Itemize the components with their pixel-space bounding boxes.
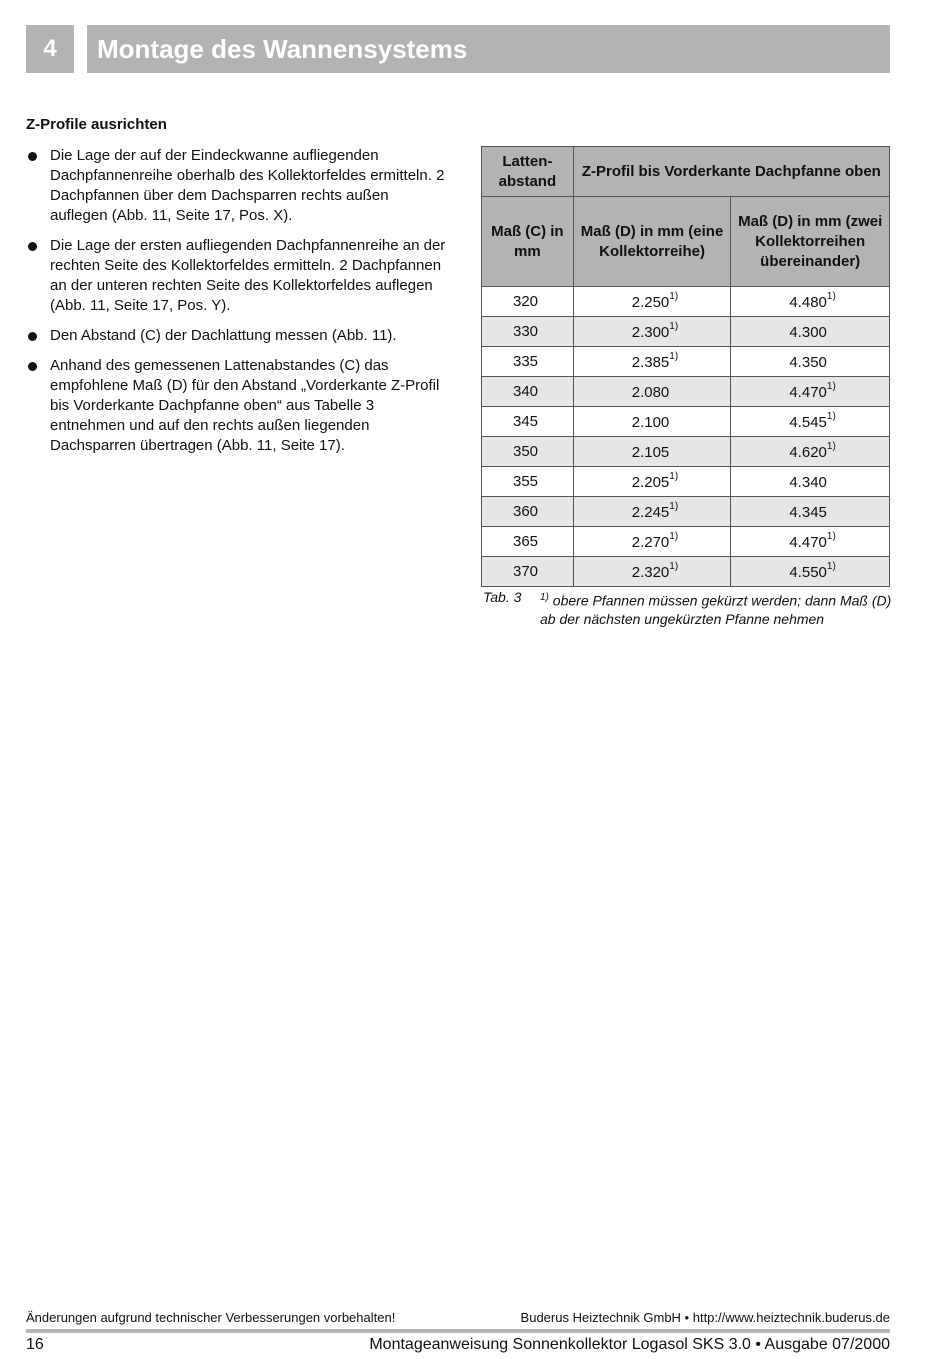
footnote-mark: 1) <box>669 470 679 482</box>
footnote-mark: 1) <box>826 560 836 572</box>
cell-value: 2.250 <box>631 293 670 311</box>
cell-value: 345 <box>513 413 539 430</box>
cell-value: 4.480 <box>789 293 827 311</box>
cell-value: 330 <box>513 323 539 340</box>
table-row <box>482 467 890 497</box>
footnote-text: obere Pfannen müssen gekürzt werden; dann Maß (D) ab der nächsten ungekürzten Pfanne nehmen <box>540 592 892 627</box>
list-item-text: Die Lage der ersten aufliegenden Dachpfannenreihe an der rechten Seite des Kollektorfeldes ermitteln. 2 Dachpfannen an der unteren rechten Seite des Kollektorfeldes auflegen (Abb. 11, Seite 17, Pos. Y). <box>50 237 446 314</box>
cell-mass-d1 <box>573 527 731 557</box>
table-row <box>482 527 890 557</box>
cell-mass-d2 <box>731 527 890 557</box>
cell-mass-d2 <box>731 497 890 527</box>
cell-value: 2.320 <box>631 563 670 581</box>
cell-value: 4.300 <box>789 323 827 341</box>
table-row <box>482 437 890 467</box>
list-item <box>26 356 446 456</box>
table-caption-text <box>540 589 895 628</box>
table-row <box>482 377 890 407</box>
chapter-title: Montage des Wannensystems <box>87 25 890 73</box>
table-body <box>482 287 890 587</box>
footnote-mark: 1) <box>826 440 836 452</box>
cell-mass-d1 <box>573 407 731 437</box>
cell-value: 4.350 <box>789 353 827 371</box>
cell-mass-c <box>482 377 574 407</box>
bullet-icon <box>28 362 37 371</box>
cell-value: 2.300 <box>631 323 670 341</box>
cell-mass-d1 <box>573 317 731 347</box>
cell-mass-d2 <box>731 437 890 467</box>
cell-value: 2.385 <box>631 353 670 371</box>
cell-value: 320 <box>513 293 539 310</box>
cell-mass-d2 <box>731 347 890 377</box>
cell-mass-c <box>482 467 574 497</box>
cell-mass-d2 <box>731 467 890 497</box>
cell-value: 365 <box>513 533 539 550</box>
list-item <box>26 326 446 346</box>
cell-value: 340 <box>513 383 539 400</box>
cell-value: 4.545 <box>789 413 827 431</box>
cell-value: 2.105 <box>631 443 670 461</box>
cell-mass-c <box>482 527 574 557</box>
cell-value: 2.205 <box>631 473 670 491</box>
section-heading: Z-Profile ausrichten <box>26 116 167 133</box>
chapter-number: 4 <box>26 25 74 73</box>
cell-mass-c <box>482 557 574 587</box>
footer-company: Buderus Heiztechnik GmbH • http://www.heiztechnik.buderus.de <box>520 1310 890 1325</box>
table-caption-label: Tab. 3 <box>483 589 522 605</box>
cell-mass-d1 <box>573 497 731 527</box>
cell-mass-c <box>482 437 574 467</box>
footnote-mark: 1) <box>826 380 836 392</box>
bullet-icon <box>28 332 37 341</box>
page-number: 16 <box>26 1336 44 1353</box>
footnote-mark: 1) <box>826 290 836 302</box>
cell-mass-c <box>482 407 574 437</box>
list-item-text: Den Abstand (C) der Dachlattung messen (Abb. 11). <box>50 327 397 344</box>
table-row <box>482 497 890 527</box>
list-item-text: Die Lage der auf der Eindeckwanne aufliegenden Dachpfannenreihe oberhalb des Kollektorfeldes ermitteln. 2 Dachpfannen über dem Dachsparren rechts außen auflegen (Abb. 11, Seite 17, Pos. X). <box>50 147 445 224</box>
cell-mass-d2 <box>731 557 890 587</box>
cell-value: 360 <box>513 503 539 520</box>
header-latten: Latten-abstand <box>482 147 574 197</box>
footnote-mark: 1) <box>669 290 679 302</box>
footer-disclaimer: Änderungen aufgrund technischer Verbesserungen vorbehalten! <box>26 1310 396 1325</box>
cell-mass-d1 <box>573 557 731 587</box>
cell-mass-d1 <box>573 347 731 377</box>
header-mass-d2: Maß (D) in mm (zwei Kollektorreihen übereinander) <box>731 197 890 287</box>
cell-value: 4.340 <box>789 473 827 491</box>
list-item-text: Anhand des gemessenen Lattenabstandes (C) das empfohlene Maß (D) für den Abstand „Vorderkante Z-Profil bis Vorderkante Dachpfanne oben“ aus Tabelle 3 entnehmen und auf den rechts außen liegenden Dachsparren übertragen (Abb. 11, Seite 17). <box>50 357 440 454</box>
list-item <box>26 146 446 226</box>
table-row <box>482 407 890 437</box>
cell-value: 2.100 <box>631 413 670 431</box>
cell-value: 2.270 <box>631 533 670 551</box>
header-mass-c: Maß (C) in mm <box>482 197 574 287</box>
cell-value: 4.345 <box>789 503 827 521</box>
cell-value: 4.470 <box>789 383 827 401</box>
cell-mass-d2 <box>731 407 890 437</box>
instruction-list <box>26 146 446 466</box>
footnote-mark: 1) <box>826 410 836 422</box>
cell-value: 370 <box>513 563 539 580</box>
cell-mass-d2 <box>731 317 890 347</box>
cell-mass-d1 <box>573 377 731 407</box>
cell-value: 4.470 <box>789 533 827 551</box>
footnote-mark: 1) <box>540 592 549 603</box>
cell-mass-d1 <box>573 287 731 317</box>
cell-value: 4.550 <box>789 563 827 581</box>
header-mass-d1: Maß (D) in mm (eine Kollektorreihe) <box>573 197 731 287</box>
cell-value: 2.245 <box>631 503 670 521</box>
cell-value: 355 <box>513 473 539 490</box>
cell-value: 4.620 <box>789 443 827 461</box>
cell-mass-d1 <box>573 467 731 497</box>
cell-mass-c <box>482 287 574 317</box>
table-row <box>482 347 890 377</box>
cell-value: 335 <box>513 353 539 370</box>
cell-mass-c <box>482 317 574 347</box>
footer-divider <box>26 1329 890 1333</box>
bullet-icon <box>28 152 37 161</box>
cell-value: 350 <box>513 443 539 460</box>
cell-value: 2.080 <box>631 383 670 401</box>
list-item <box>26 236 446 316</box>
footnote-mark: 1) <box>669 530 679 542</box>
footnote-mark: 1) <box>826 530 836 542</box>
footnote-mark: 1) <box>669 500 679 512</box>
cell-mass-c <box>482 497 574 527</box>
footnote-mark: 1) <box>669 560 679 572</box>
header-zprofil: Z-Profil bis Vorderkante Dachpfanne oben <box>573 147 889 197</box>
table-row <box>482 287 890 317</box>
footnote-mark: 1) <box>669 350 679 362</box>
cell-mass-d2 <box>731 287 890 317</box>
bullet-icon <box>28 242 37 251</box>
z-profile-table <box>481 146 890 587</box>
table-row <box>482 317 890 347</box>
document-title: Montageanweisung Sonnenkollektor Logasol SKS 3.0 • Ausgabe 07/2000 <box>369 1336 890 1353</box>
footnote-mark: 1) <box>669 320 679 332</box>
table-row <box>482 557 890 587</box>
cell-mass-c <box>482 347 574 377</box>
cell-mass-d2 <box>731 377 890 407</box>
cell-mass-d1 <box>573 437 731 467</box>
